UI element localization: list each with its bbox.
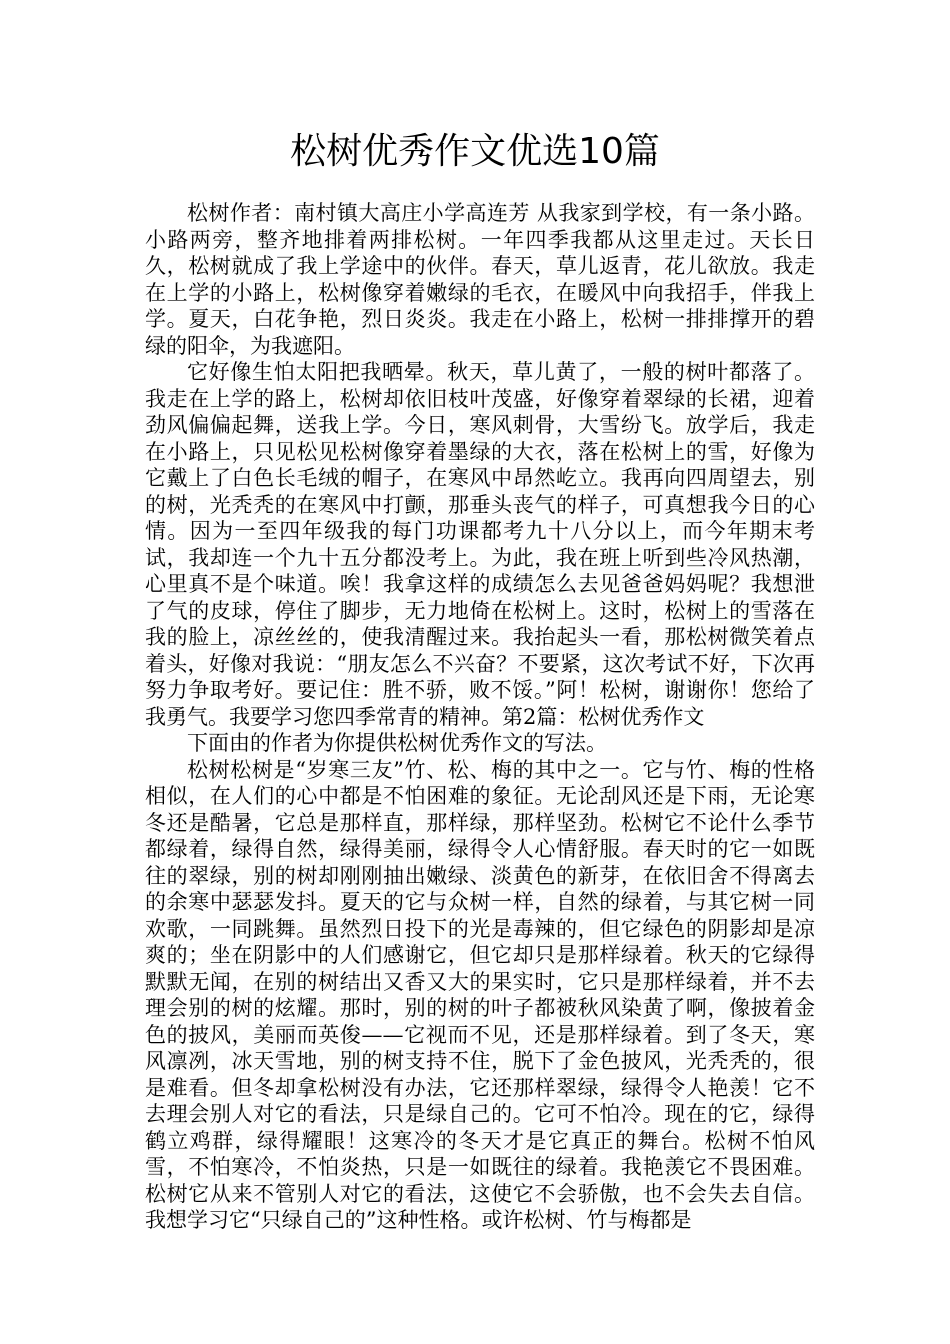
document-body: [145, 200, 815, 1234]
paragraph-2: 它好像生怕太阳把我晒晕。秋天，草儿黄了，一般的树叶都落了。我走在上学的路上，松树却依旧枝叶茂盛，好像穿着翠绿的长裙，迎着劲风偏偏起舞，送我上学。今日，寒风刺骨，大雪纷飞。放学后，我走在小路上，只见松见松树像穿着墨绿的大衣，落在松树上的雪，好像为它戴上了白色长毛绒的帽子，在寒风中昂然屹立。我再向四周望去，别的树，光秃秃的在寒风中打颤，那垂头丧气的样子，可真想我今日的心情。因为一至四年级我的每门功课都考九十八分以上，而今年期末考试，我却连一个九十五分都没考上。为此，我在班上听到些冷风热潮，心里真不是个味道。唉！我拿这样的成绩怎么去见爸爸妈妈呢？我想泄了气的皮球，停住了脚步，无力地倚在松树上。这时，松树上的雪落在我的脸上，凉丝丝的，使我清醒过来。我抬起头一看，那松树微笑着点着头，好像对我说：“朋友怎么不兴奋？不要紧，这次考试不好，下次再努力争取考好。要记住：胜不骄，败不馁。”阿！松树，谢谢你！您给了我勇气。我要学习您四季常青的精神。第2篇：松树优秀作文: [145, 360, 815, 729]
paragraph-3: 下面由的作者为你提供松树优秀作文的写法。: [187, 731, 607, 755]
document-title: 松树优秀作文优选10篇: [290, 131, 660, 172]
paragraph-4: 松树松树是“岁寒三友”竹、松、梅的其中之一。它与竹、梅的性格相似，在人们的心中都是不怕困难的象征。无论刮风还是下雨，无论寒冬还是酷暑，它总是那样直，那样绿，那样坚劲。松树它不论什么季节都绿着，绿得自然，绿得美丽，绿得令人心情舒服。春天时的它一如既往的翠绿，别的树却刚刚抽出嫩绿、淡黄色的新芽，在依旧舍不得离去的余寒中瑟瑟发抖。夏天的它与众树一样，自然的绿着，与其它树一同欢歌，一同跳舞。虽然烈日投下的光是毒辣的，但它绿色的阴影却是凉爽的；坐在阴影中的人们感谢它，但它却只是那样绿着。秋天的它绿得默默无闻，在别的树结出又香又大的果实时，它只是那样绿着，并不去理会别的树的炫耀。那时，别的树的叶子都被秋风染黄了啊，像披着金色的披风，美丽而英俊——它视而不见，还是那样绿着。到了冬天，寒风凛冽，冰天雪地，别的树支持不住，脱下了金色披风，光秃秃的，很是难看。但冬却拿松树没有办法，它还那样翠绿，绿得令人艳羡！它不去理会别人对它的看法，只是绿自己的。它可不怕冷。现在的它，绿得鹤立鸡群，绿得耀眼！这寒冷的冬天才是它真正的舞台。松树不怕风雪，不怕寒冷，不怕炎热，只是一如既往的绿着。我艳羡它不畏困难。松树它从来不管别人对它的看法，这使它不会骄傲，也不会失去自信。我想学习它“只绿自己的”这种性格。或许松树、竹与梅都是: [145, 757, 815, 1232]
paragraph-1: 松树作者：南村镇大高庄小学高连芳 从我家到学校，有一条小路。小路两旁，整齐地排着两排松树。一年四季我都从这里走过。天长日久，松树就成了我上学途中的伙伴。春天，草儿返青，花儿欲放。我走在上学的小路上，松树像穿着嫩绿的毛衣，在暖风中向我招手，伴我上学。夏天，白花争艳，烈日炎炎。我走在小路上，松树一排排撑开的碧绿的阳伞，为我遮阳。: [145, 201, 815, 358]
